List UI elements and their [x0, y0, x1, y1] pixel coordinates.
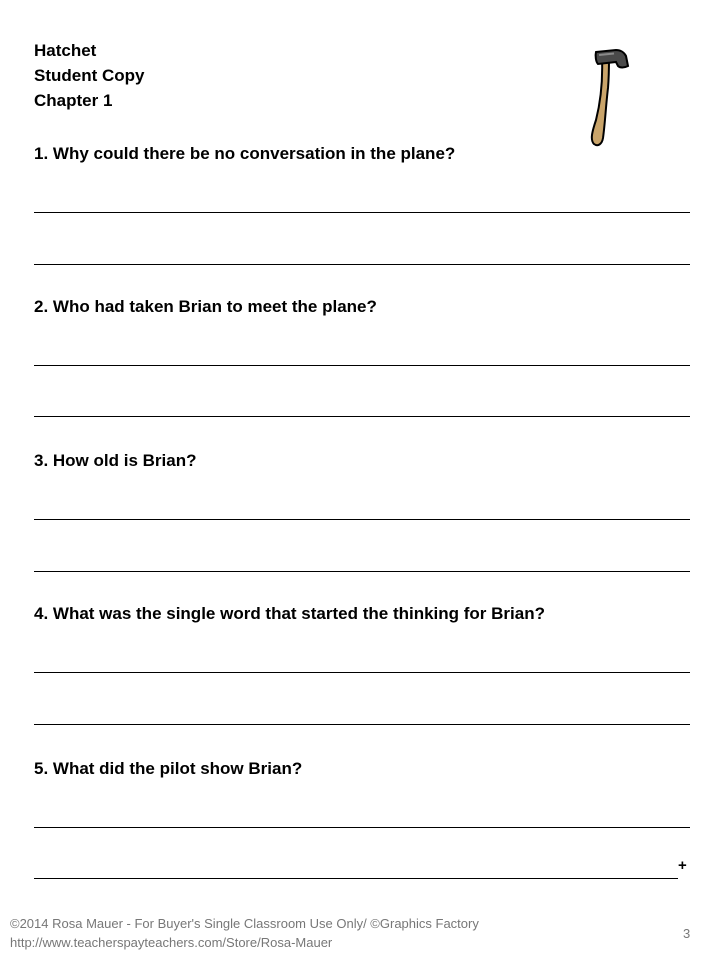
copyright-notice: ©2014 Rosa Mauer - For Buyer's Single Classroom Use Only/ ©Graphics Factory [10, 916, 479, 931]
question-4: 4. What was the single word that started the thinking for Brian? [34, 604, 545, 623]
question-1: 1. Why could there be no conversation in the plane? [34, 144, 456, 163]
answer-line-1b[interactable] [34, 264, 690, 265]
answer-line-3b[interactable] [34, 571, 690, 572]
book-title: Hatchet [34, 41, 97, 60]
answer-line-2a[interactable] [34, 365, 690, 366]
answer-line-5b[interactable] [34, 878, 678, 879]
answer-line-1a[interactable] [34, 212, 690, 213]
question-5: 5. What did the pilot show Brian? [34, 759, 303, 778]
store-url: http://www.teacherspayteachers.com/Store/Rosa-Mauer [10, 935, 333, 950]
page-number: 3 [683, 926, 691, 941]
answer-line-4a[interactable] [34, 672, 690, 673]
answer-line-5a[interactable] [34, 827, 690, 828]
plus-mark: + [678, 857, 687, 874]
chapter-label: Chapter 1 [34, 91, 113, 110]
question-2: 2. Who had taken Brian to meet the plane? [34, 297, 377, 316]
hatchet-icon [578, 44, 638, 148]
answer-line-3a[interactable] [34, 519, 690, 520]
answer-line-2b[interactable] [34, 416, 690, 417]
hatchet-head [596, 50, 628, 68]
question-3: 3. How old is Brian? [34, 451, 197, 470]
copy-type: Student Copy [34, 66, 145, 85]
hatchet-handle [592, 58, 609, 145]
answer-line-4b[interactable] [34, 724, 690, 725]
